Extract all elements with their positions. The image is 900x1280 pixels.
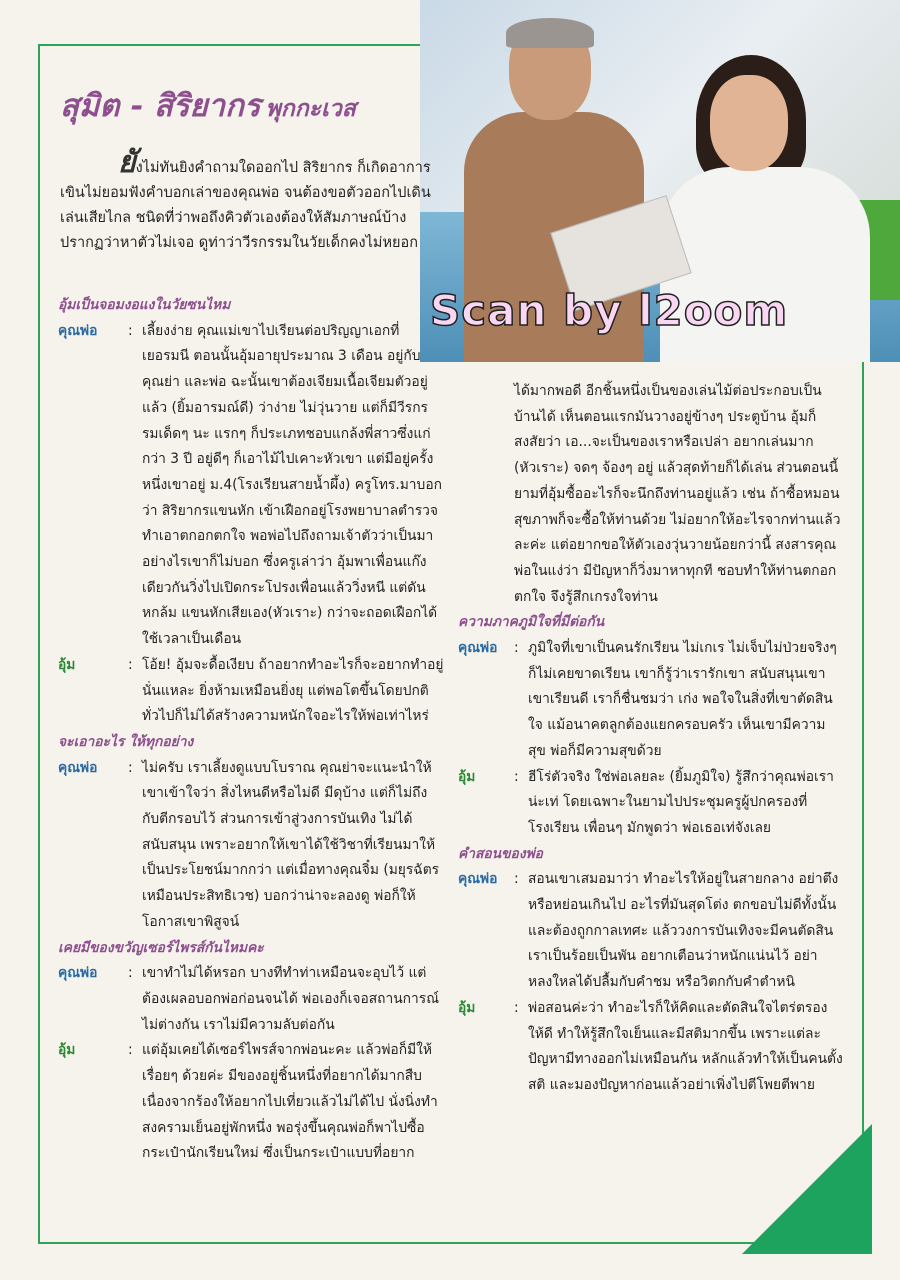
qa-entry: อุ้ม : แต่อุ้มเคยได้เซอร์ไพรส์จากพ่อนะคะ แล้วพ่อก็มีให้เรื่อยๆ ด้วยค่ะ มีของอยู่ชิ้นหนึ่งที่อยากได้มากสืบเนื่องจากร้องให้อยากไปเที่ยวแล้วไม่ได้ไป นั่งนิ่งทำสงครามเย็นอยู่พักหนึ่ง พอรุ่งขึ้นคุณพ่อก็พาไปซื้อกระเป๋านักเรียนใหม่ ซึ่งเป็นกระเป๋าแบบที่อยาก <box>58 1038 444 1167</box>
answer-text: สอนเขาเสมอมาว่า ทำอะไรให้อยู่ในสายกลาง อย่าตึงหรือหย่อนเกินไป อะไรที่มันสุดโต่ง ตกขอบไม่ดีทั้งนั้น และต้องถูกกาลเทศะ แล้ววงการบันเทิงจะมีคนตัดสินเราเป็นร้อยเป็นพัน อยากเตือนว่าหนักแน่นไว้ อย่าหลงใหลได้ปลื้มกับคำชม หรือวิตกกับคำตำหนิ <box>528 871 839 991</box>
intro-dropcap: ยั <box>118 145 136 180</box>
left-column <box>58 293 444 1167</box>
intro-text: งไม่ทันยิงคำถามใดออกไป สิริยากร ก็เกิดอาการเขินไม่ยอมฟังคำบอกเล่าของคุณพ่อ จนต้องขอตัวออกไปเดินเล่นเสียไกล ชนิดที่ว่าพอถึงคิวตัวเองต้องให้สัมภาษณ์บ้าง ปรากฏว่าหาตัวไม่เจอ ดูท่าว่าวีรกรรมในวัยเด็กคงไม่หยอก <box>60 160 431 251</box>
answer-text: ไม่ครับ เราเลี้ยงดูแบบโบราณ คุณย่าจะแนะนำให้เขาเข้าใจว่า สิ่งไหนดีหรือไม่ดี มีดุบ้าง แต่ก็ไม่ถึงกับตีกรอบไว้ ส่วนการเข้าสู่วงการบันเทิง ไม่ได้สนับสนุน เพราะอยากให้เขาได้ใช้วิชาที่เรียนมาให้เป็นประโยชน์มากกว่า แต่เมื่อทางคุณจิ๋ม (มยุรฉัตร เหมือนประสิทธิเวช) บอกว่าน่าจะลองดู พ่อก็ให้โอกาสเขาพิสูจน์ <box>142 759 440 930</box>
speaker-label: อุ้ม <box>458 768 476 785</box>
answer-text: พ่อสอนค่ะว่า ทำอะไรก็ให้คิดและตัดสินใจไตร่ตรองให้ดี ทำให้รู้สึกใจเย็นและมีสติมากขึ้น เพราะแต่ละปัญหามีทางออกไม่เหมือนกัน หลักแล้วทำให้เป็นคนตั้งสติ และมองปัญหาก่อนแล้วอย่าเพิ่งไปตีโพยตีพาย <box>528 999 843 1093</box>
article-title <box>60 80 356 130</box>
scan-watermark: Scan by l2oom <box>430 286 789 335</box>
answer-text: ได้มากพอดี อีกชิ้นหนึ่งเป็นของเล่นไม้ต่อประกอบเป็นบ้านได้ เห็นตอนแรกมันวางอยู่ข้างๆ ประตูบ้าน อุ้มก็สงสัยว่า เอ...จะเป็นของเราหรือเปล่า อยากเล่นมาก (หัวเราะ) จดๆ จ้องๆ อยู่ แล้วสุดท้ายก็ได้เล่น ส่วนตอนนี้ยามที่อุ้มซื้ออะไรก็จะนึกถึงท่านอยู่แล้ว เช่น ถ้าซื้อหมอนสุขภาพก็จะซื้อให้ท่านด้วย ไม่อยากให้อะไรจากท่านแล้วละค่ะ แต่อยากขอให้ตัวเองวุ่นวายน้อยกว่านี้ สงสารคุณพ่อในแง่ว่า มีปัญหาก็วิ่งมาหาทุกที ชอบทำให้ท่านตกอกตกใจ จึงรู้สึกเกรงใจท่าน <box>514 383 841 605</box>
qa-entry: คุณพ่อ : ไม่ครับ เราเลี้ยงดูแบบโบราณ คุณย่าจะแนะนำให้เขาเข้าใจว่า สิ่งไหนดีหรือไม่ดี มีดุบ้าง แต่ก็ไม่ถึงกับตีกรอบไว้ ส่วนการเข้าสู่วงการบันเทิง ไม่ได้สนับสนุน เพราะอยากให้เขาได้ใช้วิชาที่เรียนมาให้เป็นประโยชน์มากกว่า แต่เมื่อทางคุณจิ๋ม (มยุรฉัตร เหมือนประสิทธิเวช) บอกว่าน่าจะลองดู พ่อก็ให้โอกาสเขาพิสูจน์ <box>58 756 444 936</box>
section-heading: จะเอาอะไร ให้ทุกอย่าง <box>58 733 194 750</box>
answer-text: แต่อุ้มเคยได้เซอร์ไพรส์จากพ่อนะคะ แล้วพ่อก็มีให้เรื่อยๆ ด้วยค่ะ มีของอยู่ชิ้นหนึ่งที่อยากได้มากสืบเนื่องจากร้องให้อยากไปเที่ยวแล้วไม่ได้ไป นั่งนิ่งทำสงครามเย็นอยู่พักหนึ่ง พอรุ่งขึ้นคุณพ่อก็พาไปซื้อกระเป๋านักเรียนใหม่ ซึ่งเป็นกระเป๋าแบบที่อยาก <box>142 1042 438 1162</box>
title-name: สุมิต - สิริยากร <box>60 88 261 124</box>
title-surname: พุกกะเวส <box>265 95 356 122</box>
section-heading: เคยมีของขวัญเซอร์ไพรส์กันไหมคะ <box>58 939 264 956</box>
section-heading: ความภาคภูมิใจที่มีต่อกัน <box>458 614 605 631</box>
speaker-label: คุณพ่อ <box>58 965 98 982</box>
speaker-label: อุ้ม <box>58 656 76 673</box>
speaker-label: คุณพ่อ <box>458 871 498 888</box>
answer-text: เลี้ยงง่าย คุณแม่เขาไปเรียนต่อปริญญาเอกที่เยอรมนี ตอนนั้นอุ้มอายุประมาณ 3 เดือน อยู่กับคุณย่า และพ่อ ฉะนั้นเขาต้องเจียมเนื้อเจียมตัวอยู่แล้ว (ยิ้มอารมณ์ดี) ว่าง่าย ไม่วุ่นวาย แต่ก็มีวีรกรรมเด็ดๆ นะ แรกๆ ก็ประเภทชอบแกล้งพี่สาวซึ่งแก่กว่า 3 ปี อยู่ดีๆ ก็เอาไม้ไปเคาะหัวเขา แต่มีอยู่ครั้งหนึ่งเขาอยู่ ม.4(โรงเรียนสายน้ำผึ้ง) ครูโทร.มาบอกว่า สิริยากรแขนหัก เข้าเฝือกอยู่โรงพยาบาลตำรวจ ทำเอาตกอกตกใจ พอพ่อไปถึงถามเจ้าตัวว่าเป็นมาอย่างไรเขาก็ไม่บอก ซึ่งครูเล่าว่า อุ้มพาเพื่อนแก๊งเดียวกันวิ่งไปเปิดกระโปรงเพื่อนแล้ววิ่งหนี แต่ดันหกล้ม แขนหักเสียเอง(หัวเราะ) กว่าจะถอดเฝือกได้ใช้เวลาเป็นเดือน <box>142 322 442 648</box>
answer-text: ฮีโร่ตัวจริง ใช่พ่อเลยละ (ยิ้มภูมิใจ) รู้สึกว่าคุณพ่อเราน่ะเท่ โดยเฉพาะในยามไปประชุมครูผู้ปกครองที่โรงเรียน เพื่อนๆ มักพูดว่า พ่อเธอเท่จังเลย <box>528 768 834 836</box>
right-column <box>458 379 843 1099</box>
qa-entry: คุณพ่อ : ภูมิใจที่เขาเป็นคนรักเรียน ไม่เกเร ไม่เจ็บไม่ป่วยจริงๆ ก็ไม่เคยขาดเรียน เขาก็รู้ว่าเรารักเขา สนับสนุนเขา เขาเรียนดี เราก็ชื่นชมว่า เก่ง พอใจในสิ่งที่เขาตัดสินใจ แม้อนาคตลูกต้องแยกครอบครัว เห็นเขามีความสุข พ่อก็มีความสุขด้วย <box>458 636 843 765</box>
intro-paragraph <box>60 145 440 256</box>
qa-entry: อุ้ม : ฮีโร่ตัวจริง ใช่พ่อเลยละ (ยิ้มภูมิใจ) รู้สึกว่าคุณพ่อเราน่ะเท่ โดยเฉพาะในยามไปประชุมครูผู้ปกครองที่โรงเรียน เพื่อนๆ มักพูดว่า พ่อเธอเท่จังเลย <box>458 765 843 842</box>
section-heading: อุ้มเป็นจอมงอแงในวัยซนไหม <box>58 297 231 313</box>
qa-entry: คุณพ่อ : เลี้ยงง่าย คุณแม่เขาไปเรียนต่อปริญญาเอกที่เยอรมนี ตอนนั้นอุ้มอายุประมาณ 3 เดือน อยู่กับคุณย่า และพ่อ ฉะนั้นเขาต้องเจียมเนื้อเจียมตัวอยู่แล้ว (ยิ้มอารมณ์ดี) ว่าง่าย ไม่วุ่นวาย แต่ก็มีวีรกรรมเด็ดๆ นะ แรกๆ ก็ประเภทชอบแกล้งพี่สาวซึ่งแก่กว่า 3 ปี อยู่ดีๆ ก็เอาไม้ไปเคาะหัวเขา แต่มีอยู่ครั้งหนึ่งเขาอยู่ ม.4(โรงเรียนสายน้ำผึ้ง) ครูโทร.มาบอกว่า สิริยากรแขนหัก เข้าเฝือกอยู่โรงพยาบาลตำรวจ ทำเอาตกอกตกใจ พอพ่อไปถึงถามเจ้าตัวว่าเป็นมาอย่างไรเขาก็ไม่บอก ซึ่งครูเล่าว่า อุ้มพาเพื่อนแก๊งเดียวกันวิ่งไปเปิดกระโปรงเพื่อนแล้ววิ่งหนี แต่ดันหกล้ม แขนหักเสียเอง(หัวเราะ) กว่าจะถอดเฝือกได้ใช้เวลาเป็นเดือน <box>58 319 444 653</box>
corner-triangle-decoration <box>742 1124 872 1254</box>
answer-text: เขาทำไม่ได้หรอก บางทีทำท่าเหมือนจะอุบไว้ แต่ต้องเผลอบอกพ่อก่อนจนได้ พ่อเองก็เจอสถานการณ์ไม่ต่างกัน เราไม่มีความลับต่อกัน <box>142 965 439 1033</box>
qa-entry: อุ้ม : โอ้ย! อุ้มจะดื้อเงียบ ถ้าอยากทำอะไรก็จะอยากทำอยู่นั่นแหละ ยิ่งห้ามเหมือนยิ่งยุ แต่พอโตขึ้นโดยปกติทั่วไปก็ไม่ได้สร้างความหนักใจอะไรให้พ่อเท่าไหร่ <box>58 653 444 730</box>
continued-answer <box>458 379 843 610</box>
speaker-label: คุณพ่อ <box>58 759 98 776</box>
speaker-label: อุ้ม <box>58 1042 76 1059</box>
qa-entry: คุณพ่อ : สอนเขาเสมอมาว่า ทำอะไรให้อยู่ในสายกลาง อย่าตึงหรือหย่อนเกินไป อะไรที่มันสุดโต่ง ตกขอบไม่ดีทั้งนั้น และต้องถูกกาลเทศะ แล้ววงการบันเทิงจะมีคนตัดสินเราเป็นร้อยเป็นพัน อยากเตือนว่าหนักแน่นไว้ อย่าหลงใหลได้ปลื้มกับคำชม หรือวิตกกับคำตำหนิ <box>458 867 843 996</box>
qa-entry: คุณพ่อ : เขาทำไม่ได้หรอก บางทีทำท่าเหมือนจะอุบไว้ แต่ต้องเผลอบอกพ่อก่อนจนได้ พ่อเองก็เจอสถานการณ์ไม่ต่างกัน เราไม่มีความลับต่อกัน <box>58 961 444 1038</box>
qa-entry: อุ้ม : พ่อสอนค่ะว่า ทำอะไรก็ให้คิดและตัดสินใจไตร่ตรองให้ดี ทำให้รู้สึกใจเย็นและมีสติมากขึ้น เพราะแต่ละปัญหามีทางออกไม่เหมือนกัน หลักแล้วทำให้เป็นคนตั้งสติ และมองปัญหาก่อนแล้วอย่าเพิ่งไปตีโพยตีพาย <box>458 996 843 1099</box>
section-heading: คำสอนของพ่อ <box>458 845 543 862</box>
speaker-label: อุ้ม <box>458 999 476 1016</box>
answer-text: โอ้ย! อุ้มจะดื้อเงียบ ถ้าอยากทำอะไรก็จะอยากทำอยู่นั่นแหละ ยิ่งห้ามเหมือนยิ่งยุ แต่พอโตขึ้นโดยปกติทั่วไปก็ไม่ได้สร้างความหนักใจอะไรให้พ่อเท่าไหร่ <box>142 656 444 725</box>
speaker-label: คุณพ่อ <box>58 322 98 339</box>
speaker-label: คุณพ่อ <box>458 640 498 657</box>
answer-text: ภูมิใจที่เขาเป็นคนรักเรียน ไม่เกเร ไม่เจ็บไม่ป่วยจริงๆ ก็ไม่เคยขาดเรียน เขาก็รู้ว่าเรารักเขา สนับสนุนเขา เขาเรียนดี เราก็ชื่นชมว่า เก่ง พอใจในสิ่งที่เขาตัดสินใจ แม้อนาคตลูกต้องแยกครอบครัว เห็นเขามีความสุข พ่อก็มีความสุขด้วย <box>528 640 837 759</box>
